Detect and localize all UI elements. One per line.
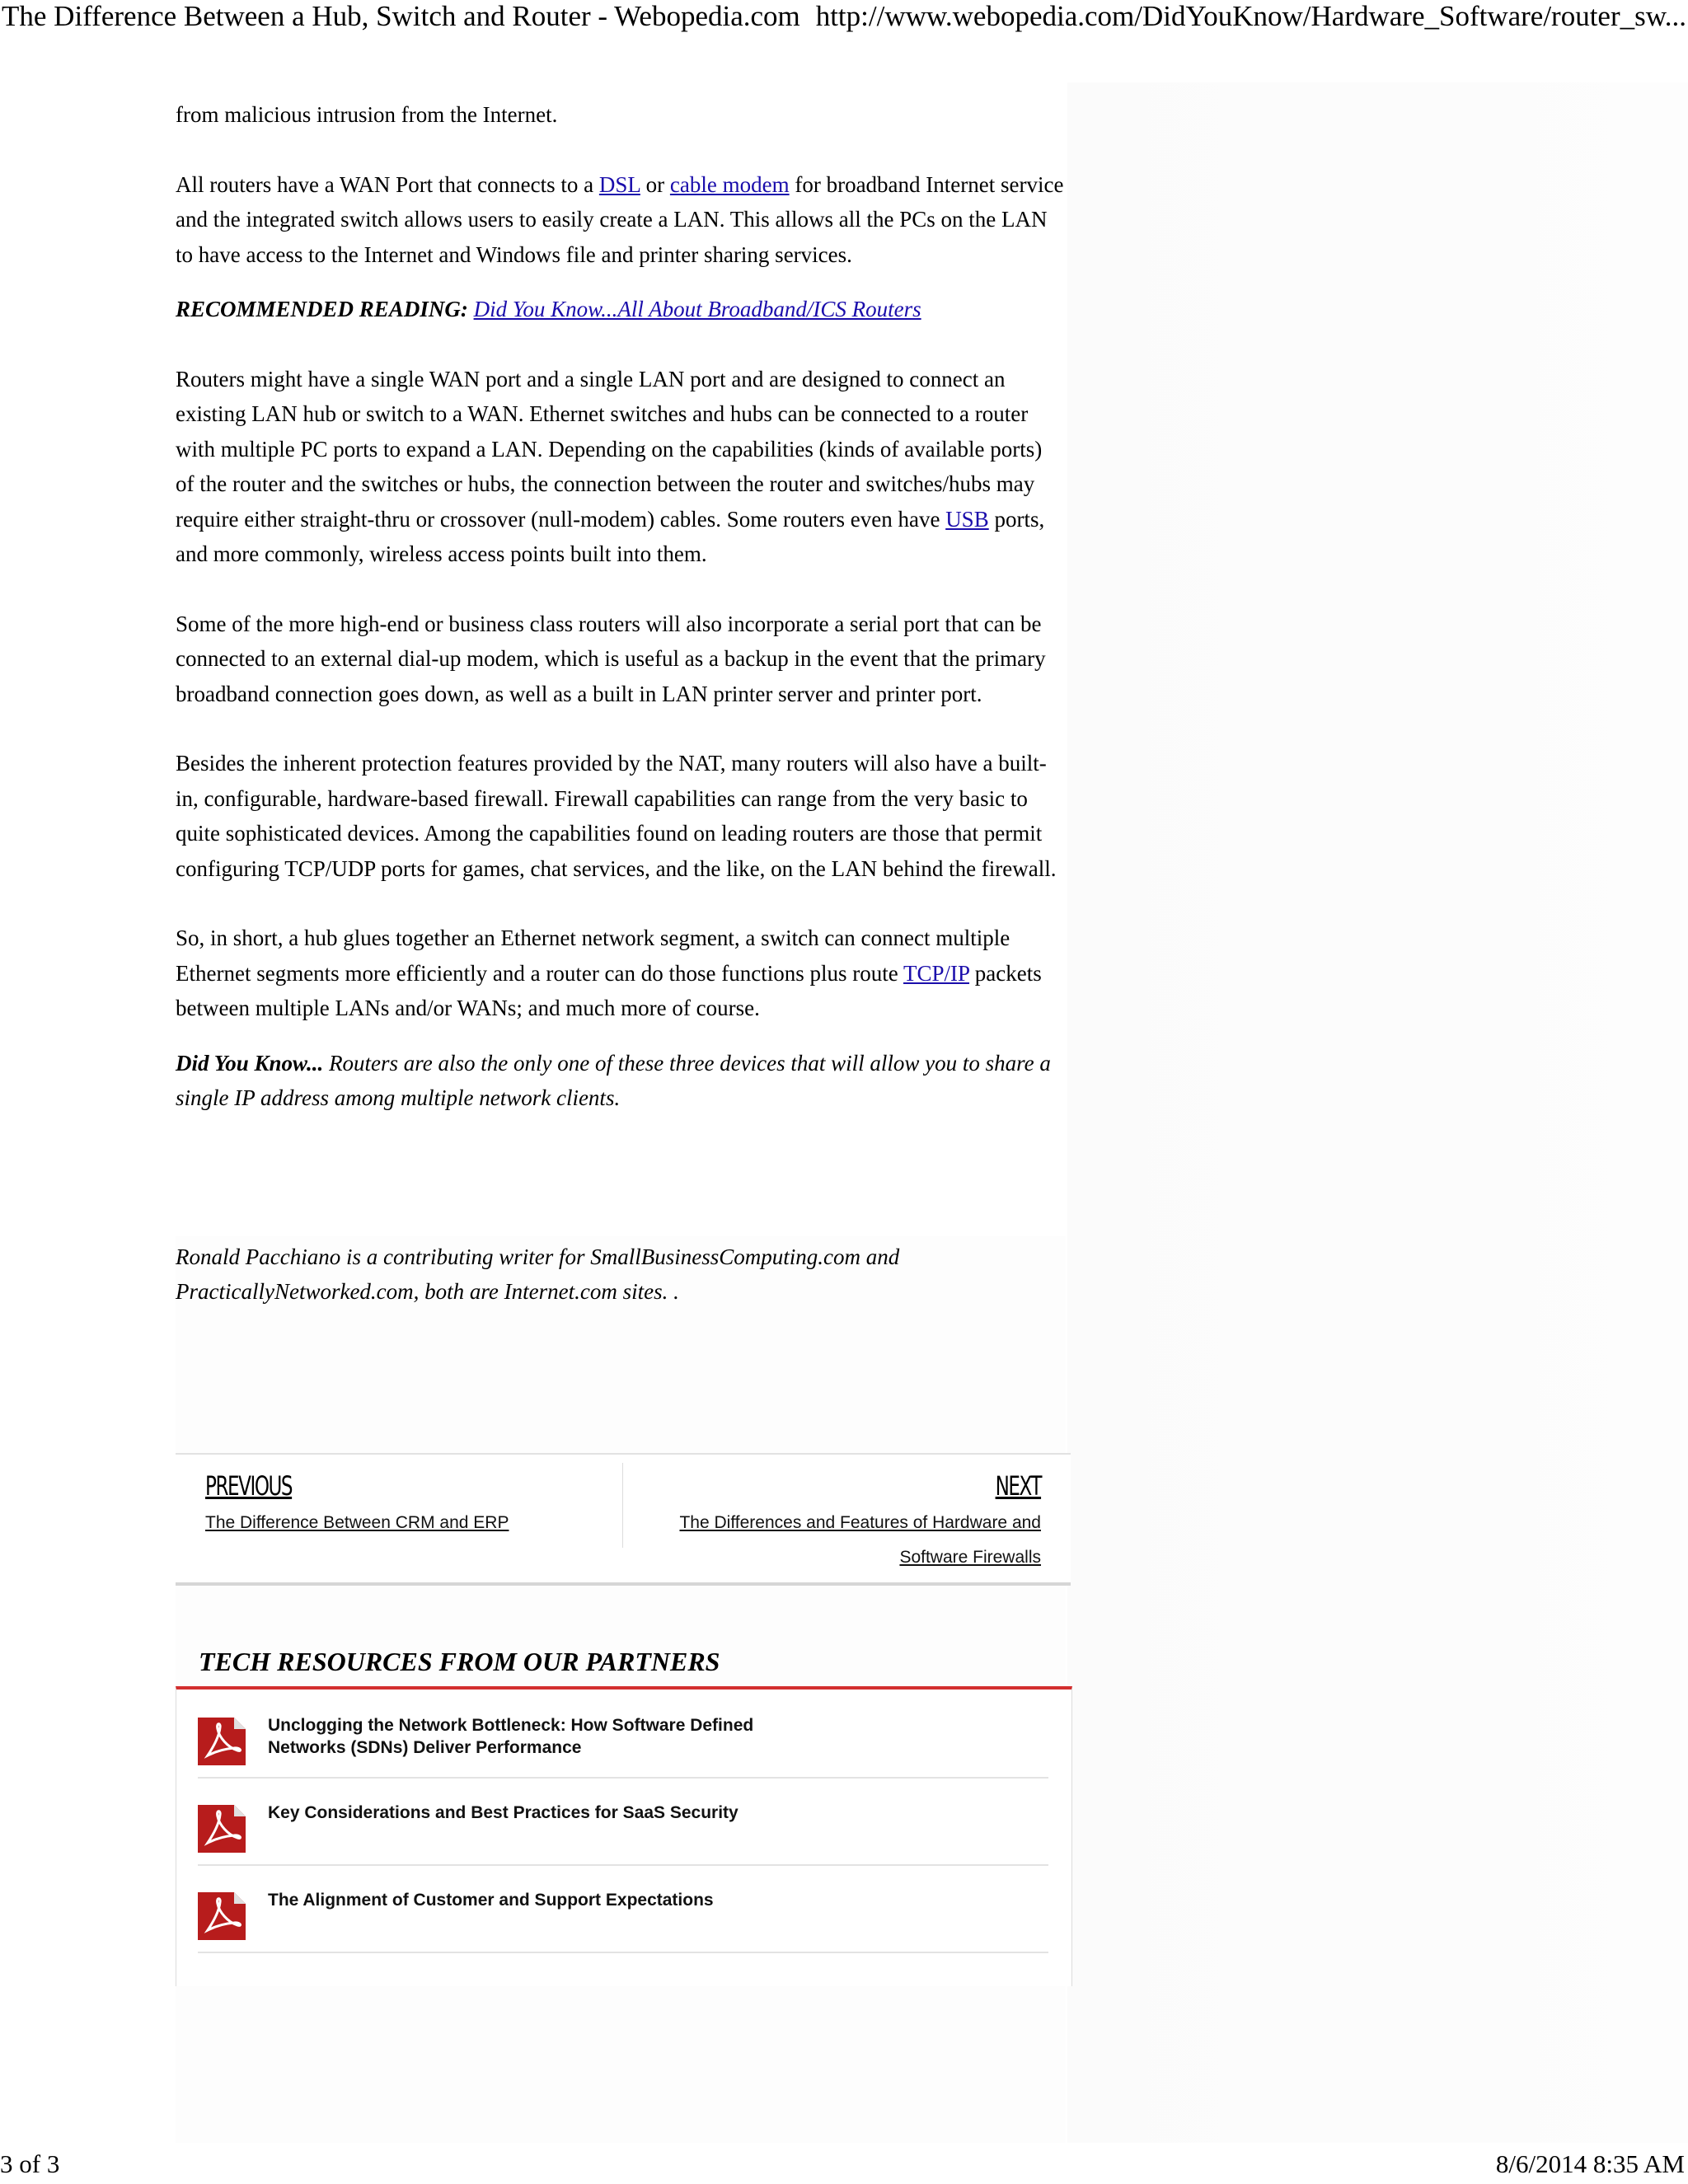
tech-resource-label[interactable]: Key Considerations and Best Practices for SaaS Security (268, 1803, 738, 1822)
article-pagination (176, 1453, 1071, 1586)
page-background-shade (1067, 82, 1688, 2143)
print-datetime: 8/6/2014 8:35 AM (1495, 2149, 1685, 2178)
paragraph-text: All routers have a WAN Port that connects to a (176, 171, 599, 197)
article-body (176, 97, 1066, 1310)
usb-link[interactable]: USB (945, 506, 989, 532)
tech-resource-item[interactable] (198, 1864, 1048, 1953)
article-paragraph: from malicious intrusion from the Internet. (176, 102, 558, 127)
article-paragraph (176, 362, 1066, 572)
paragraph-text: packets between multiple LANs and/or WANs; and much more of course. (176, 960, 1042, 1020)
pdf-icon (198, 1892, 246, 1940)
dsl-link[interactable]: DSL (598, 171, 640, 197)
tech-resource-item[interactable] (198, 1690, 1048, 1779)
print-header-url: http://www.webopedia.com/DidYouKnow/Hardware_Software/router_sw... (815, 0, 1686, 32)
next-article-link[interactable]: The Differences and Features of Hardware and Software Firewalls (679, 1513, 1041, 1567)
pagination-divider (622, 1463, 623, 1548)
tech-resources-list (176, 1686, 1072, 1986)
tcp-ip-link[interactable]: TCP/IP (903, 960, 970, 986)
recommended-reading-link[interactable]: Did You Know...All About Broadband/ICS Routers (473, 297, 921, 321)
paragraph-text: Routers might have a single WAN port and a single LAN port and are designed to connect an existing LAN hub or switch to a WAN. Ethernet switches and hubs can be connected to a router with multiple PC ports to expand a LAN. Depending on the capabilities (kinds of available ports) of the router and the switches or hubs, the connection between the router and switches/hubs may require either straight-thru or crossover (null-modem) cables. Some routers even have (176, 366, 1043, 532)
print-page-number: 3 of 3 (0, 2149, 60, 2178)
previous-article (205, 1466, 509, 1540)
tech-resource-label[interactable]: Unclogging the Network Bottleneck: How Software Defined Networks (SDNs) Deliver Performance (268, 1716, 754, 1757)
next-article (645, 1466, 1041, 1575)
recommended-reading (176, 292, 1066, 327)
paragraph-text: for broadband Internet service and the integrated switch allows users to easily create a LAN. This allows all the PCs on the LAN to have access to the Internet and Windows file and printer sharing services. (176, 171, 1064, 267)
cable-modem-link[interactable]: cable modem (669, 171, 790, 197)
recommended-reading-label: RECOMMENDED READING: (176, 297, 468, 321)
previous-article-link[interactable]: The Difference Between CRM and ERP (205, 1513, 509, 1532)
author-bio: Ronald Pacchiano is a contributing writer for SmallBusinessComputing.com and PracticallyNetworked.com, both are Internet.com sites. . (176, 1244, 900, 1304)
paragraph-text: ports, and more commonly, wireless access points built into them. (176, 506, 1045, 566)
tech-resource-label[interactable]: The Alignment of Customer and Support Expectations (268, 1891, 714, 1910)
print-header-title: The Difference Between a Hub, Switch and Router - Webopedia.com (2, 0, 800, 32)
paragraph-text: or (640, 171, 670, 197)
article-paragraph: Some of the more high-end or business class routers will also incorporate a serial port that can be connected to an external dial-up modem, which is useful as a backup in the event that the primary broadband connection goes down, as well as a built in LAN printer server and printer port. (176, 611, 1046, 706)
tech-resource-item[interactable] (198, 1777, 1048, 1866)
tech-resources-title: TECH RESOURCES FROM OUR PARTNERS (199, 1647, 720, 1676)
pdf-icon (198, 1718, 246, 1765)
paragraph-text: So, in short, a hub glues together an Ethernet network segment, a switch can connect multiple Ethernet segments more efficiently and a router can do those functions plus route (176, 926, 1010, 986)
previous-label[interactable]: PREVIOUS (205, 1470, 293, 1502)
article-paragraph (176, 921, 1066, 1026)
did-you-know-note (176, 1046, 1066, 1116)
did-you-know-label: Did You Know... (176, 1050, 324, 1076)
pdf-icon (198, 1805, 246, 1853)
did-you-know-text: Routers are also the only one of these three devices that will allow you to share a single IP address among multiple network clients. (176, 1050, 1051, 1110)
article-paragraph: Besides the inherent protection features provided by the NAT, many routers will also have a built-in, configurable, hardware-based firewall. Firewall capabilities can range from the very basic to quite sophisticated devices. Among the capabilities found on leading routers are those that permit configuring TCP/UDP ports for games, chat services, and the like, on the LAN behind the firewall. (176, 751, 1057, 881)
next-label[interactable]: NEXT (995, 1470, 1041, 1502)
article-paragraph (176, 167, 1066, 273)
